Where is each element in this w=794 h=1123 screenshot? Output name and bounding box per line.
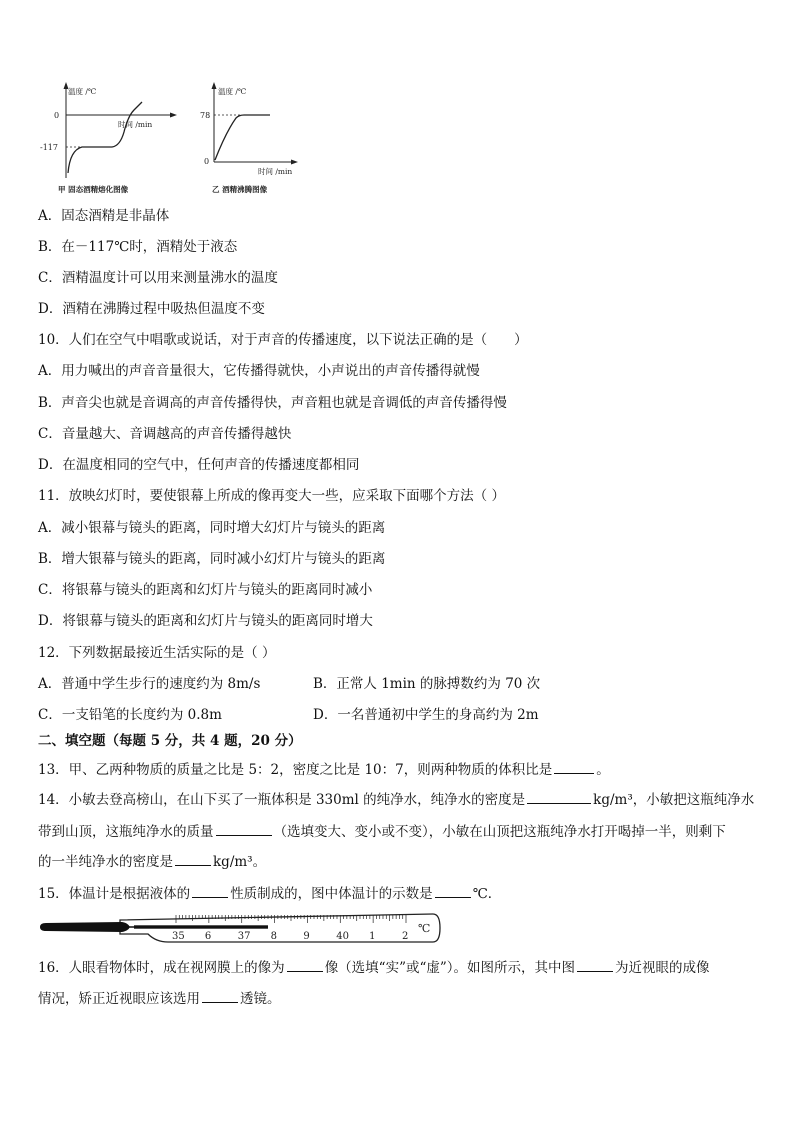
clinical-thermometer [38, 908, 442, 948]
scale-label: 6 [204, 931, 212, 942]
q14-remaining-density-blank[interactable] [175, 852, 211, 866]
boiling-curve [215, 115, 270, 160]
jia-y-label: 温度 /℃ [68, 87, 97, 96]
yi-caption: 乙 酒精沸腾图像 [212, 185, 268, 194]
q16-line-1 [38, 958, 710, 977]
q16-line-2 [38, 989, 281, 1008]
q14-text-2: 带到山顶，这瓶纯净水的质量 [38, 824, 214, 840]
jia-x-label: 时间 /min [118, 120, 153, 129]
q14-line-3 [38, 852, 266, 871]
graph-alcohol-boiling [196, 80, 306, 198]
q14-text-3b: kg/m³。 [213, 854, 267, 870]
q13-text: 13．甲、乙两种物质的质量之比是 5：2，密度之比是 10：7，则两种物质的体积比是 [38, 762, 553, 778]
q14-line-2 [38, 822, 726, 841]
q13-answer-blank[interactable] [554, 760, 594, 774]
q9-option-c: C．酒精温度计可以用来测量沸水的温度 [38, 270, 278, 286]
q16-text-1b: 像（选填“实”或“虚”）。如图所示，其中图 [324, 960, 576, 976]
q11-option-b: B．增大银幕与镜头的距离，同时减小幻灯片与镜头的距离 [38, 551, 386, 567]
q15-text-3: ℃． [472, 886, 502, 902]
q11-stem: 11．放映幻灯时，要使银幕上所成的像再变大一些，应采取下面哪个方法（ ） [38, 488, 505, 504]
q12-stem: 12．下列数据最接近生活实际的是（ ） [38, 645, 276, 661]
q15-property-blank[interactable] [192, 884, 228, 898]
thermometer-bulb [40, 922, 130, 932]
q15-text-1: 15．体温计是根据液体的 [38, 886, 191, 902]
q10-option-c: C．音量越大、音调越高的声音传播得越快 [38, 426, 292, 442]
q12-option-b: B．正常人 1min 的脉搏数约为 70 次 [313, 676, 541, 692]
q12-option-a: A．普通中学生步行的速度约为 8m/s [38, 676, 261, 692]
q11-option-a: A．减小银幕与镜头的距离，同时增大幻灯片与镜头的距离 [38, 520, 386, 536]
jia-caption: 甲 固态酒精熔化图像 [58, 185, 129, 194]
q16-figure-blank[interactable] [577, 958, 613, 972]
q14-text-1: 14．小敏去登高榜山，在山下买了一瓶体积是 330ml 的纯净水，纯净水的密度是 [38, 792, 526, 808]
yi-x-label: 时间 /min [258, 167, 293, 176]
q16-text-1: 16．人眼看物体时，成在视网膜上的像为 [38, 960, 285, 976]
q13-end: 。 [596, 762, 610, 778]
q16-text-2: 情况，矫正近视眼应该选用 [38, 991, 200, 1007]
q9-option-d: D．酒精在沸腾过程中吸热但温度不变 [38, 301, 265, 317]
scale-label: 40 [336, 931, 350, 942]
q10-stem: 10．人们在空气中唱歌或说话，对于声音的传播速度，以下说法正确的是（ ） [38, 332, 528, 348]
q16-text-2b: 透镜。 [240, 991, 281, 1007]
q14-mass-blank[interactable] [216, 822, 272, 836]
q15-text-2: 性质制成的，图中体温计的示数是 [230, 886, 433, 902]
q11-option-d: D．将银幕与镜头的距离和幻灯片与镜头的距离同时增大 [38, 613, 373, 629]
q13 [38, 760, 610, 779]
q12-option-c: C．一支铅笔的长度约为 0.8m [38, 707, 222, 723]
scale-label: 35 [172, 931, 185, 942]
q16-lens-blank[interactable] [202, 989, 238, 1003]
melting-curve [68, 102, 142, 173]
q10-option-a: A．用力喊出的声音音量很大，它传播得就快，小声说出的声音传播得就慢 [38, 363, 480, 379]
q9-option-b: B．在－117℃时，酒精处于液态 [38, 239, 238, 255]
yi-tick-78: 78 [200, 111, 211, 120]
scale-label: 1 [369, 931, 376, 942]
jia-tick-117: -117 [40, 143, 58, 152]
graph-solid-alcohol-melting [38, 80, 178, 198]
q10-option-b: B．声音尖也就是音调高的声音传播得快，声音粗也就是音调低的声音传播得慢 [38, 395, 507, 411]
mercury-column [134, 925, 268, 928]
q14-text-1b: kg/m³，小敏把这瓶纯净水 [593, 792, 755, 808]
scale-label: 8 [270, 931, 277, 942]
q16-text-1c: 为近视眼的成像 [615, 960, 710, 976]
q15-reading-blank[interactable] [435, 884, 471, 898]
yi-tick-zero: 0 [204, 157, 210, 166]
scale-label: 2 [402, 931, 409, 942]
thermometer-unit: ℃ [418, 922, 431, 935]
q15 [38, 884, 501, 903]
q14-text-3: 的一半纯净水的密度是 [38, 854, 173, 870]
section-heading-fill-in: 二、填空题（每题 5 分，共 4 题，20 分） [38, 733, 302, 749]
q16-image-type-blank[interactable] [287, 958, 323, 972]
scale-label: 37 [237, 931, 251, 942]
yi-y-label: 温度 /℃ [218, 87, 247, 96]
q14-line-1 [38, 790, 754, 809]
q9-option-a: A．固态酒精是非晶体 [38, 208, 170, 224]
q11-option-c: C．将银幕与镜头的距离和幻灯片与镜头的距离同时减小 [38, 582, 373, 598]
jia-tick-zero: 0 [54, 111, 60, 120]
q10-option-d: D．在温度相同的空气中，任何声音的传播速度都相同 [38, 457, 360, 473]
scale-label: 9 [303, 931, 310, 942]
q12-option-d: D．一名普通初中学生的身高约为 2m [313, 707, 539, 723]
q14-density-blank[interactable] [527, 790, 591, 804]
q14-text-2b: （选填变大、变小或不变），小敏在山顶把这瓶纯净水打开喝掉一半，则剩下 [273, 824, 726, 840]
